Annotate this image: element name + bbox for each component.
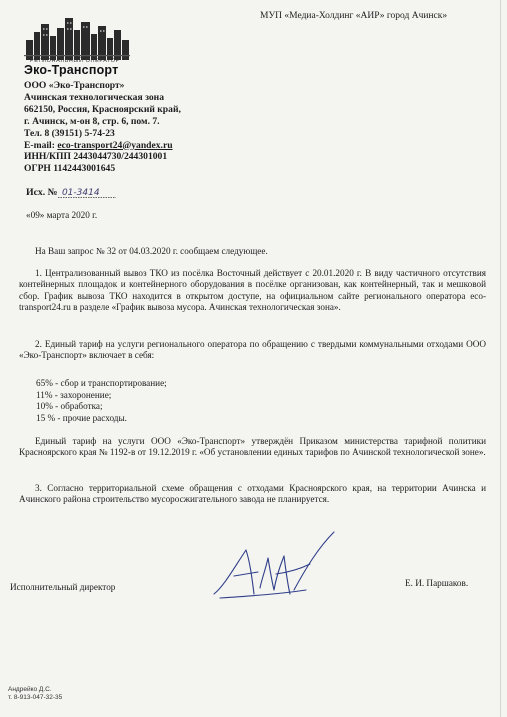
company-line: 662150, Россия, Красноярский край,	[24, 103, 181, 115]
list-item: 65% - сбор и транспортирование;	[36, 378, 167, 388]
outgoing-label: Исх. №	[26, 187, 58, 198]
city-skyline-icon	[26, 18, 129, 60]
list-item: 15 % - прочие расходы.	[36, 412, 127, 423]
page-edge-shadow	[500, 0, 501, 717]
company-line: Ачинская технологическая зона	[24, 91, 164, 103]
signatory-name: Е. И. Паршаков.	[405, 578, 469, 588]
paragraph-2: 2. Единый тариф на услуги регионального оператора по обращению с твердыми коммунальными отходами ООО «Эко-Транспорт» включает в себя:	[19, 339, 486, 361]
company-inn: ИНН/КПП 2443044730/244301001	[24, 151, 168, 163]
logo-brand-name: Эко-Транспорт	[24, 63, 119, 77]
paragraph-1: 1. Централизованный вывоз ТКО из посёлка Восточный действует с 20.01.2020 г. В виду частичного отсутствия контейнерных площадок и контейнерного оборудования в посёлке организован, как контейнерный, так и мешковой сбор. График вывоза ТКО находится в открытом доступе, на официальном сайте регионального оператора eco-transport24.ru в разделе «График вывоза мусора. Ачинская технологическая зона».	[19, 268, 486, 313]
logo-tagline: РЕГИОНАЛЬНЫЙ ОПЕРАТОР	[30, 58, 120, 64]
company-line: ООО «Эко-Транспорт»	[24, 80, 125, 91]
tariff-list	[36, 378, 167, 424]
list-item: 11% - захоронение;	[36, 389, 112, 400]
executor-phone: т. 8-913-047-32-35	[8, 694, 63, 701]
executor-info	[8, 686, 62, 702]
company-phone: Тел. 8 (39151) 5-74-23	[24, 127, 115, 139]
paragraph-3: Единый тариф на услуги ООО «Эко-Транспорт» утверждён Приказом министерства тарифной политики Красноярского края № 1192-в от 19.12.2019 г. «Об установлении единых тарифов по Ачинской технологической зоне».	[19, 436, 486, 458]
handwritten-signature	[210, 528, 340, 608]
outgoing-handwritten-number: 01-3414	[61, 188, 100, 198]
company-details	[24, 80, 181, 175]
signatory-title: Исполнительный директор	[10, 582, 116, 592]
addressee: МУП «Медиа-Холдинг «АИР» город Ачинск»	[260, 11, 448, 21]
number-underline	[58, 196, 116, 199]
executor-name: Андрейко Д.С.	[8, 686, 52, 693]
company-ogrn: ОГРН 1142443001645	[24, 163, 116, 175]
list-item: 10% - обработка;	[36, 401, 103, 411]
company-line: г. Ачинск, м-он 8, стр. 6, пом. 7.	[24, 115, 160, 127]
email-link[interactable]: eco-transport24@yandex.ru	[57, 139, 173, 151]
letter-date: «09» марта 2020 г.	[26, 210, 98, 220]
paragraph-4: 3. Согласно территориальной схеме обращения с отходами Красноярского края, на территории Ачинска и Ачинского района строительство мусоросжигательного завода не планируется.	[19, 483, 486, 505]
intro-paragraph: На Ваш запрос № 32 от 04.03.2020 г. сообщаем следующее.	[35, 246, 268, 256]
company-email-row	[24, 140, 181, 152]
email-label: E-mail:	[24, 139, 58, 151]
